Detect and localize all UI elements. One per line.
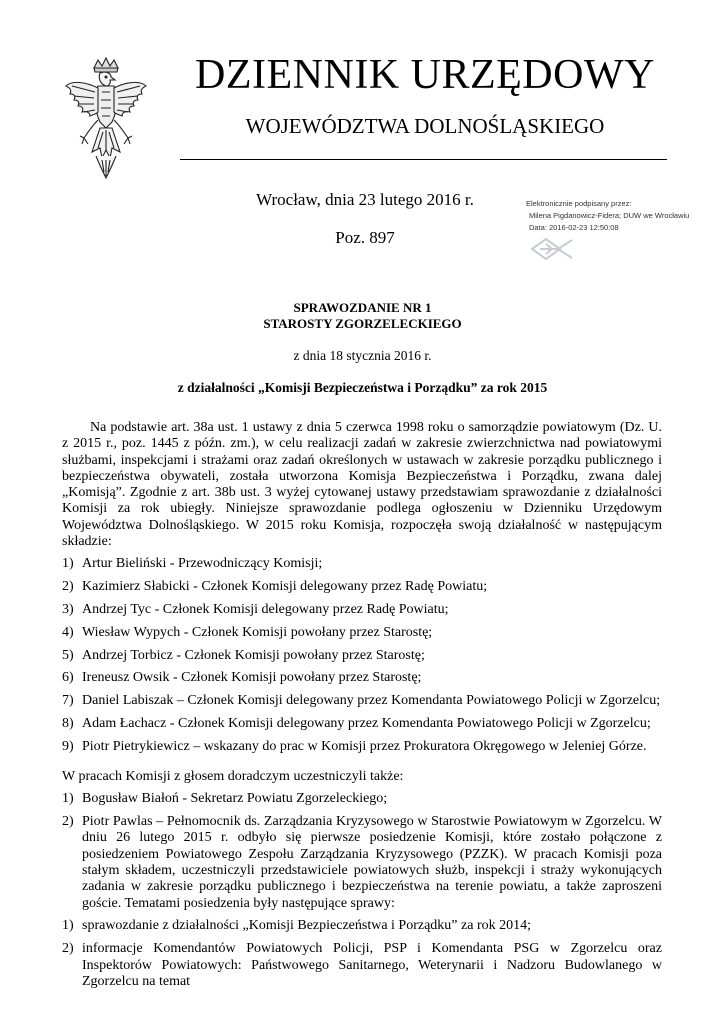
list-item-text: Ireneusz Owsik - Członek Komisji powołany przez Starostę;	[82, 670, 422, 686]
list-item-number: 7)	[62, 693, 74, 709]
position-number: Poz. 897	[335, 228, 395, 247]
list-item-text: Andrzej Torbicz - Członek Komisji powołany przez Starostę;	[82, 647, 425, 663]
polish-eagle-emblem-icon	[62, 56, 150, 180]
list-item-number: 4)	[62, 624, 74, 640]
list-item	[62, 941, 662, 990]
advisors-list	[62, 791, 662, 912]
members-list	[62, 556, 662, 755]
list-item	[62, 602, 662, 618]
journal-subtitle: WOJEWÓDZTWA DOLNOŚLĄSKIEGO	[245, 114, 605, 138]
list-item-text: Piotr Pietrykiewicz – wskazany do prac w Komisji przez Prokuratora Okręgowego w Jeleniej Górze.	[82, 738, 647, 754]
list-item	[62, 814, 662, 912]
masthead-divider	[180, 159, 667, 160]
report-title	[100, 300, 625, 332]
list-item-text: Artur Bieliński - Przewodniczący Komisji;	[82, 556, 323, 572]
list-item-number: 2)	[62, 579, 74, 595]
list-item	[62, 693, 662, 709]
topics-list	[62, 918, 662, 990]
list-item-text: Wiesław Wypych - Członek Komisji powołany przez Starostę;	[82, 624, 433, 640]
signature-date: Data: 2016-02-23 12:50:08	[529, 223, 619, 232]
list-item-number: 2)	[62, 814, 74, 830]
publication-date: Wrocław, dnia 23 lutego 2016 r.	[256, 190, 474, 209]
list-item-text: Bogusław Białoń - Sekretarz Powiatu Zgorzeleckiego;	[82, 791, 388, 807]
list-item	[62, 670, 662, 686]
report-title-line2: STAROSTY ZGORZELECKIEGO	[263, 316, 462, 331]
signature-signer: Milena Pigdanowicz-Fidera; DUW we Wrocławiu	[529, 211, 690, 220]
list-item	[62, 716, 662, 732]
list-item	[62, 918, 662, 934]
advisory-intro: W pracach Komisji z głosem doradczym uczestniczyli także:	[62, 769, 404, 785]
list-item-number: 6)	[62, 670, 74, 686]
list-item-number: 3)	[62, 601, 74, 617]
list-item-number: 1)	[62, 918, 74, 934]
list-item	[62, 739, 662, 755]
list-item-text: informacje Komendantów Powiatowych Policji, PSP i Komendanta PSG w Zgorzelcu oraz Inspektorów Powiatowych: Państwowego Sanitarnego, Weterynarii i Nadzoru Budowlanego w Zgorzelcu na temat	[82, 941, 662, 989]
list-item-number: 1)	[62, 556, 74, 572]
list-item	[62, 579, 662, 595]
list-item-text: Andrzej Tyc - Członek Komisji delegowany przez Radę Powiatu;	[82, 601, 449, 617]
list-item-number: 1)	[62, 791, 74, 807]
electronic-signature-block	[526, 198, 716, 234]
signature-label: Elektronicznie podpisany przez:	[526, 199, 632, 208]
list-item	[62, 648, 662, 664]
list-item-text: Piotr Pawlas – Pełnomocnik ds. Zarządzania Kryzysowego w Starostwie Powiatowym w Zgorzelcu. W dniu 26 lutego 2015 r. odbyło się pierwsze posiedzenie Komisji, które zostało połączone z posiedzeniem Powiatowego Zespołu Zarządzania Kryzysowego (PZZK). W pracach Komisji poza stałym składem, uczestniczyli przedstawiciele powiatowych służb, inspekcji i straży wykonujących zadania w zakresie porządku publicznego i bezpieczeństwa na terenie powiatu, a także zaproszeni goście. Tematami posiedzenia były następujące sprawy:	[82, 814, 662, 911]
list-item-number: 8)	[62, 715, 74, 731]
list-item-text: Kazimierz Słabicki - Członek Komisji delegowany przez Radę Powiatu;	[82, 579, 488, 595]
list-item	[62, 625, 662, 641]
list-item-number: 5)	[62, 647, 74, 663]
journal-title: DZIENNIK URZĘDOWY	[195, 52, 655, 98]
list-item	[62, 791, 662, 807]
list-item-text: Adam Łachacz - Członek Komisji delegowany przez Komendanta Powiatowego Policji w Zgorzelcu;	[82, 715, 651, 731]
report-date: z dnia 18 stycznia 2016 r.	[293, 348, 432, 363]
report-subject: z działalności „Komisji Bezpieczeństwa i Porządku” za rok 2015	[177, 380, 548, 395]
list-item-text: Daniel Labiszak – Członek Komisji delegowany przez Komendanta Powiatowego Policji w Zgorzelcu;	[82, 693, 661, 709]
list-item-number: 2)	[62, 941, 74, 957]
intro-paragraph: Na podstawie art. 38a ust. 1 ustawy z dnia 5 czerwca 1998 roku o samorządzie powiatowym (Dz. U. z 2015 r., poz. 1445 z późn. zm.), w celu realizacji zadań w zakresie zwierzchnictwa nad powiatowymi służbami, inspekcjami i strażami oraz zadań określonych w ustawach w zakresie porządku publicznego i bezpieczeństwa obywateli, została utworzona Komisja Bezpieczeństwa i Porządku, zwana dalej „Komisją”. Zgodnie z art. 38b ust. 3 wyżej cytowanej ustawy przedstawiam sprawozdanie z działalności Komisji za rok ubiegły. Niniejsze sprawozdanie podlega ogłoszeniu w Dzienniku Urzędowym Województwa Dolnośląskiego. W 2015 roku Komisja, rozpoczęła swoją działalność w następującym składzie:	[62, 420, 662, 550]
report-title-line1: SPRAWOZDANIE NR 1	[293, 300, 432, 315]
list-item-number: 9)	[62, 738, 74, 754]
report-body	[62, 420, 662, 997]
signature-stamp-icon	[528, 236, 576, 262]
list-item	[62, 556, 662, 572]
list-item-text: sprawozdanie z działalności „Komisji Bezpieczeństwa i Porządku” za rok 2014;	[82, 918, 532, 934]
